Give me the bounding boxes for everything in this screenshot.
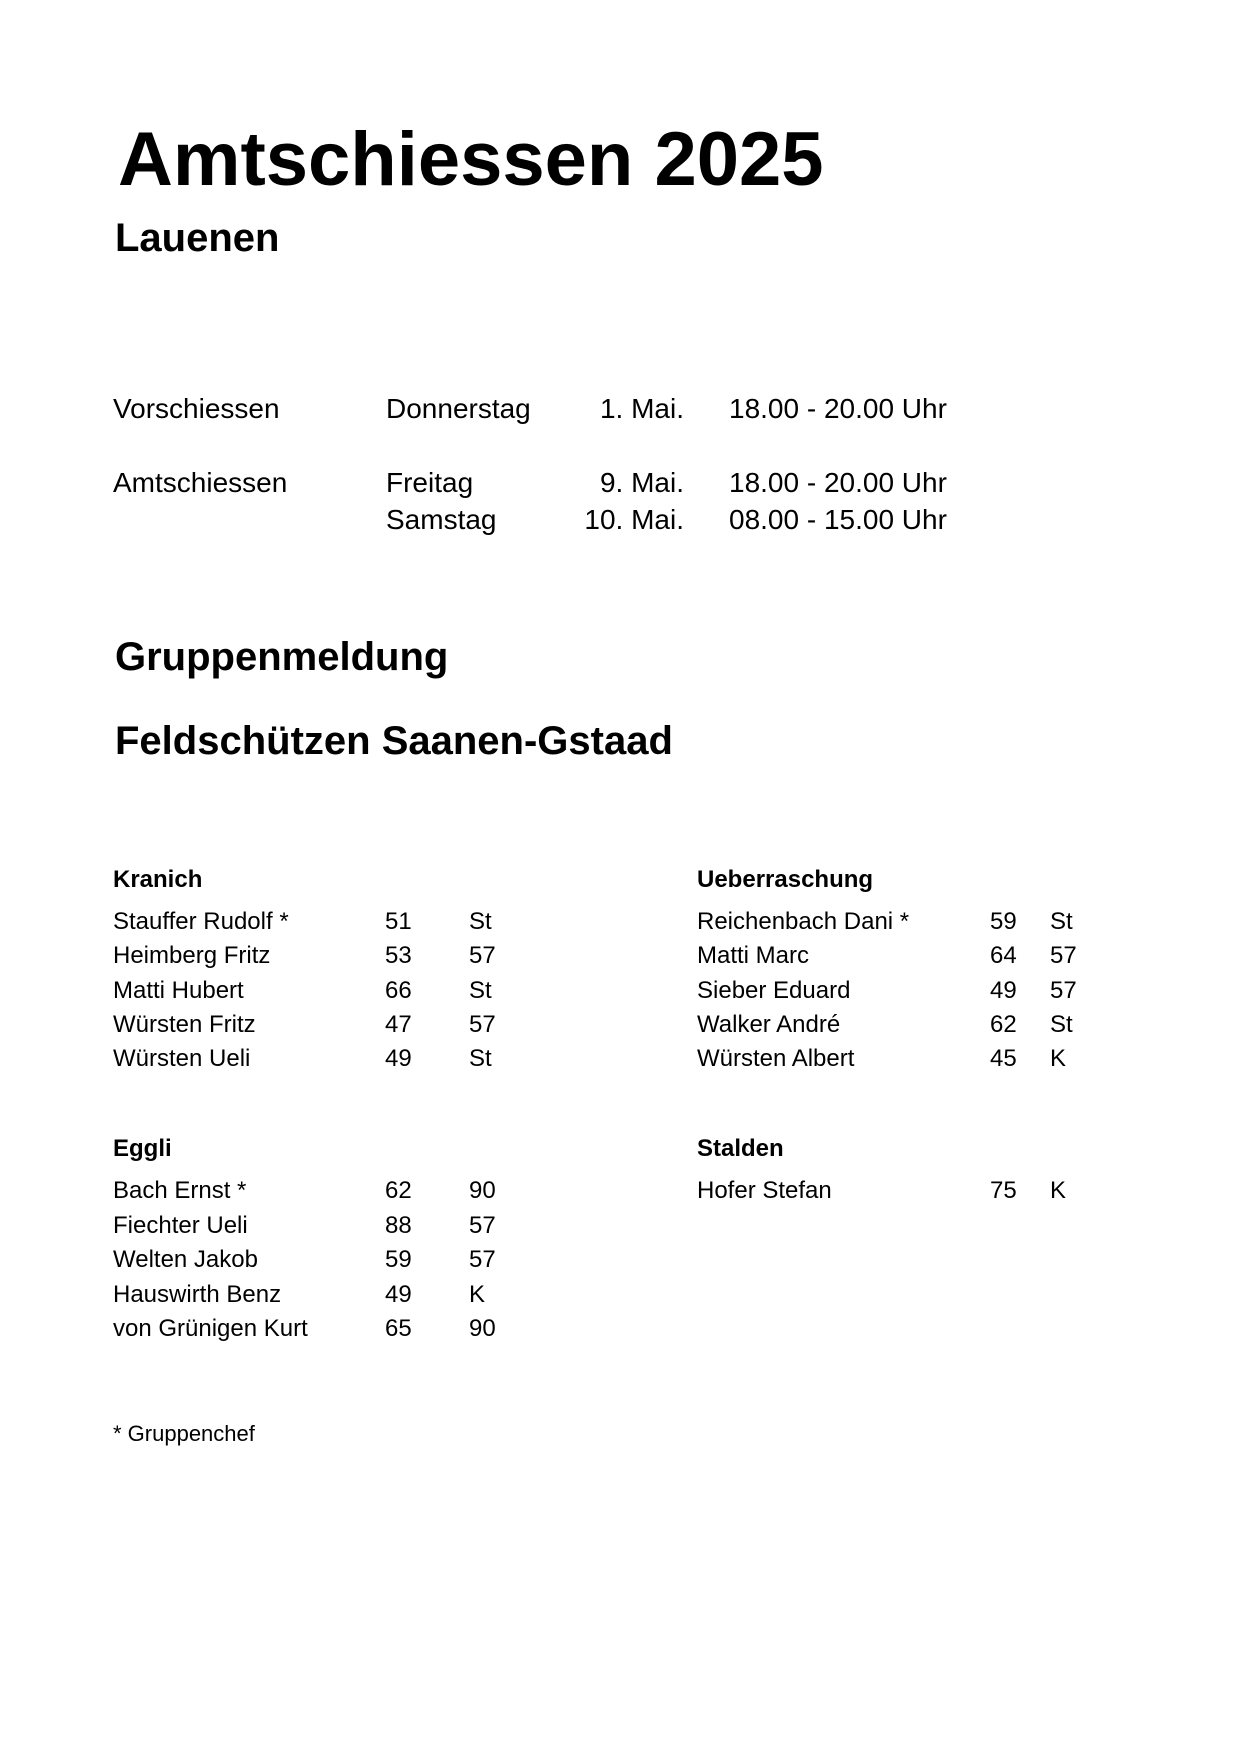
- member-weapon: 90: [469, 1315, 496, 1342]
- member-name: Heimberg Fritz: [113, 942, 271, 969]
- member-year: 51: [385, 908, 412, 935]
- schedule-date: 9. Mai.: [599, 467, 684, 498]
- member-name: Hofer Stefan: [697, 1177, 832, 1204]
- member-name: Sieber Eduard: [697, 977, 851, 1004]
- member-year: 59: [385, 1246, 412, 1273]
- schedule-date: 10. Mai.: [584, 504, 684, 535]
- member-year: 66: [385, 977, 412, 1004]
- member-weapon: St: [469, 977, 492, 1004]
- member-weapon: 57: [1050, 942, 1077, 969]
- member-year: 49: [385, 1281, 412, 1308]
- member-name: Reichenbach Dani *: [697, 908, 910, 935]
- schedule-date: 1. Mai.: [599, 393, 684, 424]
- member-year: 64: [990, 942, 1017, 969]
- member-year: 47: [385, 1011, 412, 1038]
- member-weapon: 57: [469, 1011, 496, 1038]
- member-weapon: 57: [469, 1246, 496, 1273]
- member-name: Stauffer Rudolf *: [113, 908, 289, 935]
- member-year: 65: [385, 1315, 412, 1342]
- member-name: Bach Ernst *: [113, 1177, 247, 1204]
- member-year: 62: [385, 1177, 412, 1204]
- member-weapon: K: [469, 1281, 486, 1308]
- member-weapon: 57: [469, 1212, 496, 1239]
- member-year: 45: [990, 1045, 1017, 1072]
- location-subtitle: Lauenen: [115, 216, 280, 260]
- schedule-day: Samstag: [386, 504, 497, 535]
- group-name: Stalden: [697, 1135, 784, 1162]
- member-year: 59: [990, 908, 1017, 935]
- member-name: Matti Marc: [697, 942, 810, 969]
- member-year: 75: [990, 1177, 1017, 1204]
- member-year: 62: [990, 1011, 1017, 1038]
- member-weapon: 57: [1050, 977, 1077, 1004]
- member-name: Würsten Fritz: [113, 1011, 256, 1038]
- member-weapon: 57: [469, 942, 496, 969]
- footnote: * Gruppenchef: [113, 1421, 255, 1446]
- member-name: Würsten Ueli: [113, 1045, 251, 1072]
- schedule-event: Amtschiessen: [113, 467, 288, 498]
- schedule-day: Freitag: [386, 467, 474, 498]
- member-name: Hauswirth Benz: [113, 1281, 282, 1308]
- page-title: Amtschiessen 2025: [118, 117, 824, 202]
- member-weapon: 90: [469, 1177, 496, 1204]
- schedule-time: 18.00 - 20.00 Uhr: [729, 393, 947, 424]
- group-name: Kranich: [113, 866, 203, 893]
- schedule-event: Vorschiessen: [113, 393, 280, 424]
- schedule-time: 08.00 - 15.00 Uhr: [729, 504, 947, 535]
- member-weapon: St: [469, 1045, 492, 1072]
- member-year: 49: [385, 1045, 412, 1072]
- club-name: Feldschützen Saanen-Gstaad: [115, 719, 673, 763]
- member-name: Fiechter Ueli: [113, 1212, 248, 1239]
- schedule-day: Donnerstag: [386, 393, 531, 424]
- member-name: Welten Jakob: [113, 1246, 258, 1273]
- member-weapon: K: [1050, 1045, 1067, 1072]
- member-weapon: St: [1050, 908, 1073, 935]
- schedule-time: 18.00 - 20.00 Uhr: [729, 467, 947, 498]
- member-name: Walker André: [697, 1011, 841, 1038]
- group-name: Eggli: [113, 1135, 172, 1162]
- group-name: Ueberraschung: [697, 866, 874, 893]
- member-year: 88: [385, 1212, 412, 1239]
- member-weapon: K: [1050, 1177, 1067, 1204]
- member-name: von Grünigen Kurt: [113, 1315, 308, 1342]
- member-name: Würsten Albert: [697, 1045, 855, 1072]
- member-weapon: St: [1050, 1011, 1073, 1038]
- member-year: 49: [990, 977, 1017, 1004]
- member-year: 53: [385, 942, 412, 969]
- member-weapon: St: [469, 908, 492, 935]
- section-title: Gruppenmeldung: [115, 635, 449, 679]
- member-name: Matti Hubert: [113, 977, 244, 1004]
